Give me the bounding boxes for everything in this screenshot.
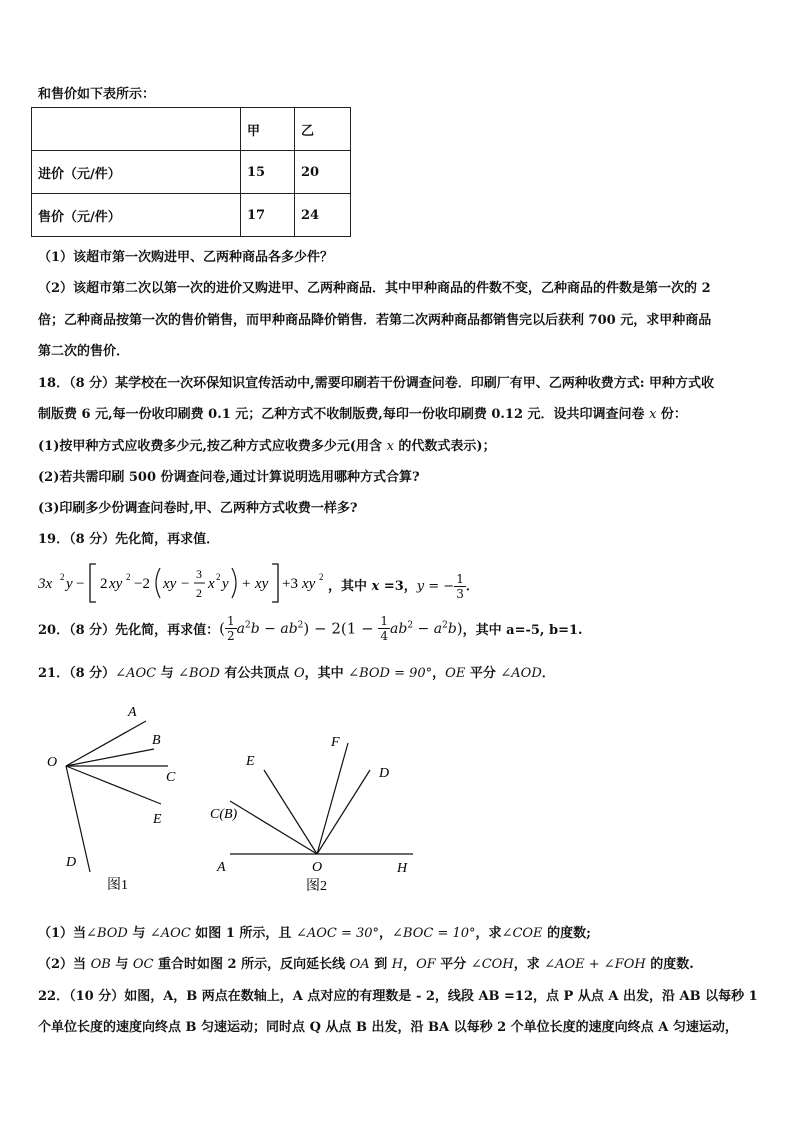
text: ． [465,579,479,594]
fig2-label: F [331,735,340,750]
q21-part2 [38,953,694,972]
q20-line: 20．（8 分）先化简，再求值：( $\frac{1}{2}$ $a^2b - ab^2) - 2(1$ − $\frac{1}{4}$ $ab^2 - a^2b$)，其中 a=-5, b=1. [38,614,583,643]
table-row [32,151,351,194]
text: 与 [127,926,150,941]
math: ∠COH [470,957,514,972]
table-cell [32,108,241,151]
q22-line1: 22．（10 分）如图，A，B 两点在数轴上，A 点对应的有理数是 - 2，线段 AB =12，点 P 从点 A 出发，沿 AB 以每秒 1 [38,989,758,1004]
text: ，其中 a=-5, b=1. [462,623,583,638]
fig2-label: D [379,766,390,781]
math: ∠AOD [500,666,542,681]
svg-text:y: y [66,576,73,592]
text: 平分 [465,666,501,681]
math: ∠BOC = 10° [392,926,476,941]
svg-text:x: x [208,576,215,592]
table-cell: 17 [241,194,295,237]
table-cell: 乙 [295,108,351,151]
text: ． [541,666,555,681]
math: OB [90,957,111,972]
numerator: 1 [227,614,235,628]
text: 到 [369,957,392,972]
numerator: 1 [380,614,389,628]
q21-part1 [38,922,591,941]
denominator: 4 [380,629,389,643]
svg-text:2: 2 [319,572,324,582]
text: 有公共顶点 [219,666,294,681]
svg-text:2: 2 [100,576,108,592]
q19-title: 19．（8 分）先化简，再求值． [38,532,220,547]
table-cell: 售价（元/件） [32,194,241,237]
svg-text:2: 2 [60,572,65,582]
math-var: x [386,439,394,454]
math-var: y [416,579,425,594]
table-header-row [32,108,351,151]
text: 份： [656,407,687,422]
svg-text:xy: xy [163,576,177,592]
table-cell: 24 [295,194,351,237]
text: ，求 [475,926,502,941]
math: ∠COE [501,926,543,941]
q18-line1: 18．（8 分）某学校在一次环保知识宣传活动中,需要印刷若干份调查问卷．印刷厂有甲、乙两种收费方式: 甲种方式收 [38,376,715,391]
math-var: x [371,579,380,594]
text: ，其中 [328,579,372,594]
text: 的代数式表示)； [393,439,496,454]
text: ，其中 [304,666,349,681]
math: ∠BOD [86,926,128,941]
q17-part2-line3: 第二次的售价． [38,344,130,359]
svg-text:3: 3 [196,567,202,581]
q18-sub3: (3)印刷多少份调查问卷时,甲、乙两种方式收费一样多? [38,501,358,516]
svg-text:2: 2 [216,572,221,582]
svg-text:xy: xy [302,576,316,592]
fig1-label: B [152,733,161,748]
table-cell: 进价（元/件） [32,151,241,194]
svg-text:y: y [222,576,229,592]
math: OF [416,957,436,972]
fig2-label: C(B) [210,807,238,822]
q19-condition [328,572,479,601]
fraction [378,614,390,643]
q21-title [38,662,555,681]
table-cell: 甲 [241,108,295,151]
fig2-label: A [217,860,226,875]
q17-part2-line1: （2）该超市第二次以第一次的进价又购进甲、乙两种商品．其中甲种商品的件数不变，乙种商品的件数是第一次的 2 [38,281,711,296]
math: OA [349,957,370,972]
math: H [391,957,404,972]
table-cell: 15 [241,151,295,194]
text: = − [424,579,455,594]
svg-text:xy: xy [255,576,269,592]
math: ∠AOC [149,926,191,941]
q17-part1: （1）该超市第一次购进甲、乙两种商品各多少件？ [38,250,334,265]
text: 如图 1 所示，且 [190,926,296,941]
svg-text:2: 2 [196,586,202,600]
math: ∠BOD [178,666,220,681]
table-row [32,194,351,237]
svg-text:xy: xy [109,576,123,592]
svg-text:2: 2 [126,572,131,582]
q19-expression [38,560,758,606]
fig1-caption: 图1 [107,878,128,893]
fig2-label: O [312,860,323,875]
math: ∠AOE + ∠FOH [544,957,646,972]
math: OE [445,666,466,681]
text: 平分 [435,957,471,972]
math: ∠BOD = 90° [348,666,433,681]
denominator: 2 [227,629,235,643]
text: (1)按甲种方式应收费多少元,按乙种方式应收费多少元(用含 [38,439,387,454]
fig2-label: E [246,754,255,769]
text: ， [403,957,417,972]
q22-line2: 个单位长度的速度向终点 B 匀速运动；同时点 Q 从点 B 出发，沿 BA 以每秒 2 个单位长度的速度向终点 A 匀速运动， [38,1020,738,1035]
fraction [225,614,237,643]
text: （2）当 [38,957,91,972]
table-cell: 20 [295,151,351,194]
text: 的度数; [542,926,591,941]
text: 与 [156,666,179,681]
math: ∠AOC = 30° [295,926,380,941]
fig2-caption: 图2 [306,879,327,894]
numerator: 1 [456,572,464,586]
q18-line2 [38,403,687,422]
math: O [293,666,305,681]
q18-sub1 [38,435,496,454]
price-table [31,107,351,237]
math: ∠AOC [115,666,157,681]
q17-part2-line2: 倍；乙种商品按第一次的售价销售，而甲种商品降价销售．若第二次两种商品都销售完以后获利 700 元，求甲种商品 [38,313,712,328]
text: 与 [110,957,133,972]
fig1-label: D [66,855,77,870]
math-var: x [649,407,657,422]
text: ， [432,666,446,681]
svg-text:+: + [242,576,251,592]
figure-1 [40,700,190,900]
fraction [454,572,466,601]
text: 的度数. [645,957,694,972]
fig1-label: O [47,755,58,770]
text: 制版费 6 元,每一份收印刷费 0.1 元；乙种方式不收制版费,每印一份收印刷费 0.12 元．设共印调查问卷 [38,407,650,422]
fig2-label: H [397,861,408,876]
figure-2 [200,730,430,900]
q19-formula-svg [38,560,338,606]
text: =3， [379,579,417,594]
fig1-label: A [128,705,137,720]
svg-text:+3: +3 [282,576,298,592]
q18-sub2: (2)若共需印刷 500 份调查问卷,通过计算说明选用哪种方式合算? [38,470,420,485]
text: ，求 [513,957,545,972]
text: （1）当 [38,926,87,941]
text: 20．（8 分）先化简，再求值： [38,623,220,638]
text: ， [379,926,393,941]
text: 21．（8 分） [38,666,116,681]
svg-text:−: − [181,576,190,592]
text: 重合时如图 2 所示，反向延长线 [153,957,350,972]
denominator: 3 [456,587,464,601]
intro-line: 和售价如下表所示： [38,87,156,102]
fig1-label: C [166,770,176,785]
svg-text:−2: −2 [134,576,150,592]
fig1-label: E [153,812,162,827]
math: OC [132,957,154,972]
svg-text:3x: 3x [38,576,53,592]
svg-text:−: − [76,576,85,592]
